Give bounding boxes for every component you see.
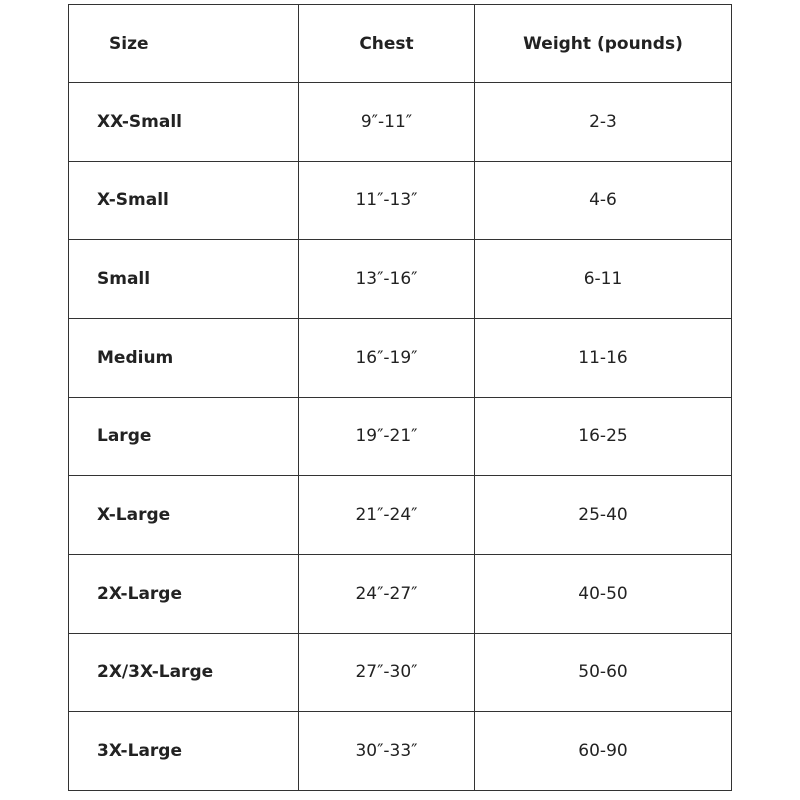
weight-cell: 60-90	[475, 712, 732, 791]
table-row	[69, 161, 732, 240]
weight-cell: 4-6	[475, 161, 732, 240]
chest-cell: 9″-11″	[299, 83, 475, 162]
size-cell: 2X-Large	[69, 554, 299, 633]
table-row	[69, 554, 732, 633]
header-size: Size	[69, 5, 299, 83]
weight-cell: 6-11	[475, 240, 732, 319]
size-cell: 3X-Large	[69, 712, 299, 791]
size-cell: XX-Small	[69, 83, 299, 162]
chest-cell: 24″-27″	[299, 554, 475, 633]
size-cell: 2X/3X-Large	[69, 633, 299, 712]
size-cell: Medium	[69, 318, 299, 397]
size-cell: X-Small	[69, 161, 299, 240]
weight-cell: 16-25	[475, 397, 732, 476]
chest-cell: 11″-13″	[299, 161, 475, 240]
weight-cell: 25-40	[475, 476, 732, 555]
table-row	[69, 633, 732, 712]
table-row	[69, 83, 732, 162]
weight-cell: 50-60	[475, 633, 732, 712]
chest-cell: 16″-19″	[299, 318, 475, 397]
table-row	[69, 318, 732, 397]
chest-cell: 27″-30″	[299, 633, 475, 712]
weight-cell: 40-50	[475, 554, 732, 633]
table-row	[69, 476, 732, 555]
chest-cell: 21″-24″	[299, 476, 475, 555]
table-row	[69, 712, 732, 791]
table-header-row	[69, 5, 732, 83]
chest-cell: 30″-33″	[299, 712, 475, 791]
size-cell: X-Large	[69, 476, 299, 555]
header-chest: Chest	[299, 5, 475, 83]
size-cell: Large	[69, 397, 299, 476]
table-row	[69, 397, 732, 476]
chest-cell: 19″-21″	[299, 397, 475, 476]
header-weight: Weight (pounds)	[475, 5, 732, 83]
size-chart-table	[68, 4, 732, 791]
size-cell: Small	[69, 240, 299, 319]
chest-cell: 13″-16″	[299, 240, 475, 319]
weight-cell: 2-3	[475, 83, 732, 162]
table-row	[69, 240, 732, 319]
weight-cell: 11-16	[475, 318, 732, 397]
